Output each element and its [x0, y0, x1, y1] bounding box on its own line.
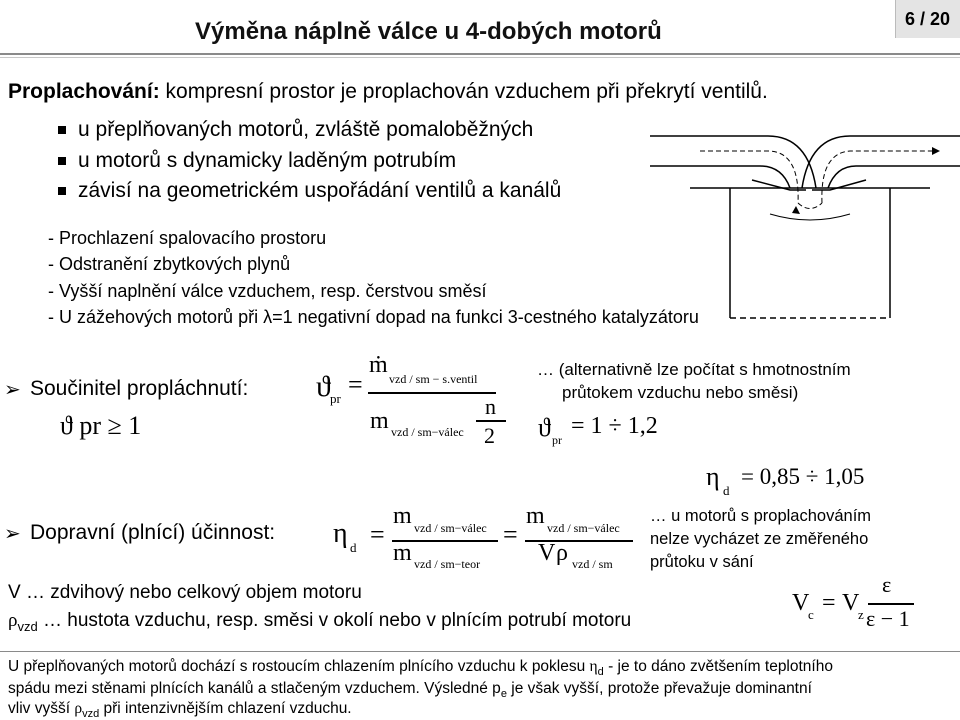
volume-symbol: V [538, 540, 556, 566]
eta-symbol: η [333, 518, 348, 549]
intro-line [8, 80, 768, 104]
theta-symbol: ϑ [316, 370, 331, 403]
rho-symbol: ρ [74, 700, 83, 717]
mass-symbol: m [526, 503, 545, 529]
dash-item: - Prochlazení spalovacího prostoru [48, 228, 327, 248]
bullet-square-icon [58, 157, 66, 165]
slide-title: Výměna náplně válce u 4-dobých motorů [195, 18, 662, 45]
fraction-bar [868, 603, 914, 605]
arrow-bullet-icon: ➢ [4, 379, 21, 401]
footer-line [8, 680, 812, 700]
theta-symbol: ϑ [538, 413, 551, 442]
footer-line [8, 700, 352, 720]
rho-subscript: vzd / sm [572, 557, 613, 571]
eta-range: = 0,85 ÷ 1,05 [741, 464, 865, 489]
mass-flow-symbol: ṁ [369, 352, 388, 378]
denominator-subscript: vzd / sm−válec [391, 425, 464, 439]
arrow-bullet-icon: ➢ [4, 523, 21, 545]
bullet-item: u přeplňovaných motorů, zvláště pomaloběžných [78, 118, 534, 141]
vc-subscript: c [808, 607, 814, 622]
bullet-item: závisí na geometrickém uspořádání ventilů a kanálů [78, 179, 562, 202]
theta-subscript: pr [552, 433, 562, 447]
numerator-subscript: vzd / sm−válec [547, 521, 620, 535]
equals-sign: = [503, 520, 518, 549]
theta-subscript: pr [330, 391, 341, 406]
eta-symbol: η [589, 658, 598, 675]
cylinder-valve-diagram [640, 118, 960, 323]
equals-sign: = [370, 520, 385, 549]
delivery-note: … u motorů s proplachováním [650, 507, 872, 525]
intro-text: kompresní prostor je proplachován vzduchem při překrytí ventilů. [159, 80, 768, 103]
numerator-subscript: vzd / sm − s.ventil [389, 372, 478, 386]
bullet-item: u motorů s dynamicky laděným potrubím [78, 149, 457, 172]
dash-item: - Vyšší naplnění válce vzduchem, resp. čerstvou směsí [48, 281, 487, 301]
scavenge-note: … (alternativně lze počítat s hmotnostním [537, 360, 851, 379]
footer-text: U přeplňovaných motorů dochází s rostoucím chlazením plnícího vzduchu k poklesu [8, 658, 590, 675]
equals-sign: = [348, 370, 363, 399]
volume-definition: V … zdvihový nebo celkový objem motoru [8, 582, 362, 603]
footer-line [8, 658, 833, 678]
eta-subscript: d [723, 483, 730, 498]
dash-item: - Odstranění zbytkových plynů [48, 254, 291, 274]
vz-subscript: z [858, 607, 864, 622]
footer-divider [0, 651, 960, 652]
header-divider [0, 53, 960, 55]
bullet-square-icon [58, 187, 66, 195]
rho-symbol: ρ [556, 540, 568, 566]
vc-symbol: V [792, 590, 810, 616]
rho-subscript: vzd [17, 618, 38, 634]
page-number: 6 / 20 [905, 9, 951, 29]
delivery-label: Dopravní (plnící) účinnost: [30, 521, 276, 544]
vz-symbol: V [842, 590, 860, 616]
footer-text: je však vyšší, protože převažuje dominantní [506, 680, 812, 697]
density-definition [8, 610, 631, 634]
fraction-bar [476, 420, 506, 422]
footer-text: vliv vyšší [8, 700, 75, 717]
density-text: … hustota vzduchu, resp. směsi v okolí nebo v plnícím potrubí motoru [37, 610, 632, 631]
footer-text: při intenzivnějším chlazení vzduchu. [99, 700, 352, 717]
intro-label: Proplachování: [8, 80, 160, 103]
dash-item: - U zážehových motorů při λ=1 negativní dopad na funkci 3-cestného katalyzátoru [48, 307, 699, 327]
delivery-note: průtoku v sání [650, 553, 754, 571]
epsilon-symbol: ε [882, 572, 892, 597]
eta-symbol: η [706, 462, 720, 491]
footer-text: spádu mezi stěnami plnících kanálů a stlačeným vzduchem. Výsledné p [8, 680, 501, 697]
epsilon-denominator: ε − 1 [866, 606, 910, 631]
footer-text: - je to dáno zvětšením teplotního [603, 658, 833, 675]
mass-symbol: m [393, 540, 412, 566]
delivery-note: nelze vycházet ze změřeného [650, 530, 869, 548]
scavenge-note: průtokem vzduchu nebo směsi) [562, 383, 799, 402]
numerator-subscript: vzd / sm−válec [414, 521, 487, 535]
header-divider-thin [0, 57, 960, 58]
bullet-square-icon [58, 126, 66, 134]
scavenge-inequality: ϑ pr ≥ 1 [60, 411, 142, 440]
rho-symbol: ρ [8, 610, 18, 631]
equals-sign: = [822, 590, 836, 616]
eta-subscript: d [597, 666, 604, 679]
rho-subscript: vzd [82, 708, 100, 720]
scavenge-range: = 1 ÷ 1,2 [571, 413, 658, 439]
rpm-symbol: n [485, 394, 496, 419]
eta-subscript: d [350, 540, 357, 555]
scavenge-label: Součinitel propláchnutí: [30, 377, 249, 400]
denominator-subscript: vzd / sm−teor [414, 557, 481, 571]
fraction-bar [368, 392, 496, 394]
mass-symbol: m [370, 408, 389, 434]
denominator-two: 2 [484, 423, 495, 448]
mass-symbol: m [393, 503, 412, 529]
pe-subscript: e [500, 688, 507, 701]
